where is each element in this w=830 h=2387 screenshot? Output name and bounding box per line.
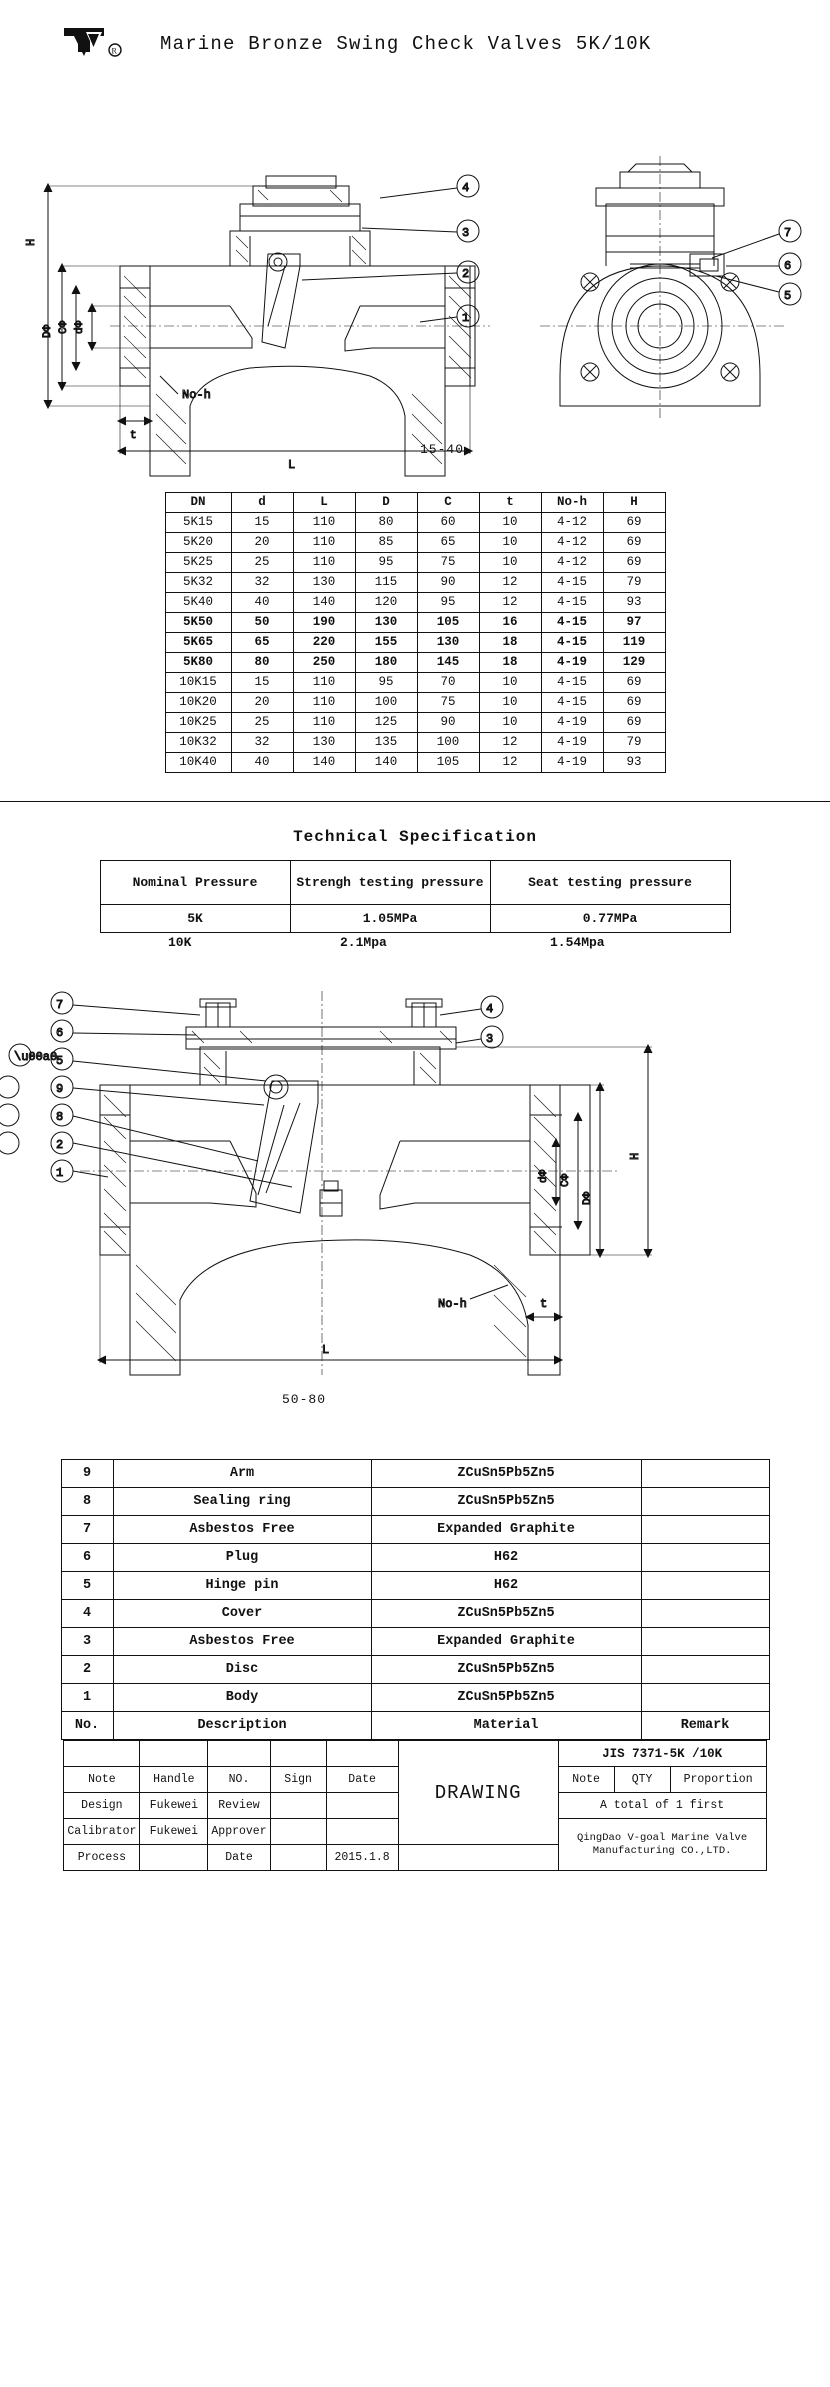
cell-remark (641, 1488, 769, 1516)
col-h: H (603, 493, 665, 513)
svg-text:6: 6 (784, 259, 792, 273)
col-dn: DN (165, 493, 231, 513)
cell-material: ZCuSn5Pb5Zn5 (371, 1600, 641, 1628)
standard-label: JIS 7371-5K /10K (558, 1741, 766, 1767)
col-date: Date (326, 1767, 398, 1793)
cell-remark (641, 1572, 769, 1600)
cell-t: 10 (479, 533, 541, 553)
cell-no: 1 (61, 1684, 113, 1712)
cell-d: 15 (231, 513, 293, 533)
cell-noh: 4-19 (541, 653, 603, 673)
cell-h: 129 (603, 653, 665, 673)
col-description: Description (113, 1712, 371, 1740)
col-handle: Handle (140, 1767, 208, 1793)
svg-text:4: 4 (462, 181, 470, 195)
cell-noh: 4-15 (541, 693, 603, 713)
cell-h: 93 (603, 593, 665, 613)
row-sign-design (270, 1793, 326, 1819)
svg-text:DΦ: DΦ (582, 1191, 594, 1205)
cell-description: Plug (113, 1544, 371, 1572)
cell-c: 105 (417, 753, 479, 773)
cell-d: 25 (231, 553, 293, 573)
cell-dcap: 100 (355, 693, 417, 713)
cell-dcap: 155 (355, 633, 417, 653)
cell-material: ZCuSn5Pb5Zn5 (371, 1488, 641, 1516)
cell-noh: 4-19 (541, 733, 603, 753)
title-block-wrapper (0, 1740, 830, 1871)
cell-no: 8 (61, 1488, 113, 1516)
cell-dn: 5K50 (165, 613, 231, 633)
cell-no: 4 (61, 1600, 113, 1628)
blank-cell (398, 1845, 558, 1871)
table-row (61, 1488, 769, 1516)
cell-seat-5k: 0.77MPa (490, 905, 730, 933)
col-l: L (293, 493, 355, 513)
sheet-header (0, 0, 830, 76)
cell-l: 140 (293, 593, 355, 613)
cell-l: 110 (293, 713, 355, 733)
col-seat-testing-pressure: Seat testing pressure (490, 861, 730, 905)
blank-cell (270, 1741, 326, 1767)
cell-material: H62 (371, 1572, 641, 1600)
cell-d: 20 (231, 533, 293, 553)
cell-c: 75 (417, 693, 479, 713)
cell-c: 145 (417, 653, 479, 673)
cell-h: 69 (603, 513, 665, 533)
cell-dcap: 115 (355, 573, 417, 593)
cell-dn: 10K40 (165, 753, 231, 773)
title-block-blank-row (64, 1741, 766, 1767)
cell-dcap: 130 (355, 613, 417, 633)
dimension-table (165, 492, 666, 773)
cell-h: 119 (603, 633, 665, 653)
cell-t: 12 (479, 573, 541, 593)
page-title: Marine Bronze Swing Check Valves 5K/10K (160, 33, 652, 55)
cell-material: Expanded Graphite (371, 1516, 641, 1544)
cell-c: 90 (417, 573, 479, 593)
cell-description: Body (113, 1684, 371, 1712)
table-row (165, 513, 665, 533)
col-c: C (417, 493, 479, 513)
cell-description: Asbestos Free (113, 1628, 371, 1656)
cell-dcap: 95 (355, 553, 417, 573)
cell-noh: 4-15 (541, 673, 603, 693)
company-logo-icon (60, 22, 132, 66)
cell-noh: 4-15 (541, 633, 603, 653)
svg-text:7: 7 (56, 998, 64, 1012)
title-block (63, 1740, 766, 1871)
col-no: NO. (208, 1767, 270, 1793)
table-row (61, 1572, 769, 1600)
cell-d: 40 (231, 753, 293, 773)
col-no: No. (61, 1712, 113, 1740)
svg-text:H: H (24, 238, 38, 246)
row-date-calibrator (326, 1819, 398, 1845)
svg-text:5: 5 (784, 289, 792, 303)
cell-h: 69 (603, 553, 665, 573)
cell-material: ZCuSn5Pb5Zn5 (371, 1684, 641, 1712)
cell-description: Sealing ring (113, 1488, 371, 1516)
table-header-row (165, 493, 665, 513)
row-sign-process (270, 1845, 326, 1871)
cell-seat-10k: 1.54Mpa (550, 935, 605, 950)
cell-c: 70 (417, 673, 479, 693)
cell-h: 69 (603, 693, 665, 713)
cell-material: H62 (371, 1544, 641, 1572)
cell-d: 25 (231, 713, 293, 733)
table-row (165, 713, 665, 733)
drawing-15-40 (0, 76, 830, 486)
bottom-spacer (0, 1871, 830, 1911)
tech-spec-table (100, 860, 731, 933)
col-proportion: Proportion (670, 1767, 766, 1793)
table-row (61, 1684, 769, 1712)
cell-c: 130 (417, 633, 479, 653)
row-role-process: Date (208, 1845, 270, 1871)
cell-material: ZCuSn5Pb5Zn5 (371, 1656, 641, 1684)
cell-t: 12 (479, 753, 541, 773)
cell-remark (641, 1516, 769, 1544)
svg-text:8: 8 (56, 1110, 64, 1124)
table-row (165, 693, 665, 713)
table-row (100, 905, 730, 933)
cell-remark (641, 1628, 769, 1656)
cell-dcap: 85 (355, 533, 417, 553)
cell-dn: 5K32 (165, 573, 231, 593)
row-date-design (326, 1793, 398, 1819)
cell-noh: 4-15 (541, 593, 603, 613)
cell-h: 69 (603, 533, 665, 553)
row-role-design: Review (208, 1793, 270, 1819)
cell-l: 110 (293, 513, 355, 533)
blank-cell (208, 1741, 270, 1767)
svg-text:CΦ: CΦ (560, 1173, 572, 1187)
col-noh: No-h (541, 493, 603, 513)
table-row (61, 1628, 769, 1656)
cell-l: 130 (293, 733, 355, 753)
cell-c: 65 (417, 533, 479, 553)
svg-text:L: L (288, 458, 296, 472)
cell-dcap: 125 (355, 713, 417, 733)
table-row (165, 653, 665, 673)
cell-c: 75 (417, 553, 479, 573)
row-name-process (140, 1845, 208, 1871)
cell-dn: 10K25 (165, 713, 231, 733)
svg-text:t: t (540, 1297, 548, 1311)
cell-l: 110 (293, 693, 355, 713)
svg-text:5: 5 (56, 1054, 64, 1068)
cell-h: 79 (603, 573, 665, 593)
row-sign-calibrator (270, 1819, 326, 1845)
cell-remark (641, 1600, 769, 1628)
cell-t: 10 (479, 513, 541, 533)
cell-t: 12 (479, 593, 541, 613)
cell-dcap: 80 (355, 513, 417, 533)
cell-c: 95 (417, 593, 479, 613)
cell-remark (641, 1460, 769, 1488)
svg-text:CΦ: CΦ (58, 320, 70, 334)
table-row (165, 753, 665, 773)
cell-remark (641, 1656, 769, 1684)
cell-l: 110 (293, 553, 355, 573)
blank-cell (64, 1741, 140, 1767)
col-t: t (479, 493, 541, 513)
cell-dcap: 95 (355, 673, 417, 693)
svg-text:No-h: No-h (182, 388, 211, 402)
cell-noh: 4-12 (541, 553, 603, 573)
cell-nominal-pressure-5k: 5K (100, 905, 290, 933)
cell-no: 9 (61, 1460, 113, 1488)
cell-c: 105 (417, 613, 479, 633)
col-note: Note (64, 1767, 140, 1793)
row-label-process: Process (64, 1845, 140, 1871)
row-label-calibrator: Calibrator (64, 1819, 140, 1845)
svg-text:H: H (628, 1152, 642, 1160)
cell-d: 32 (231, 573, 293, 593)
cell-c: 90 (417, 713, 479, 733)
col-material: Material (371, 1712, 641, 1740)
drawing-50-80 (0, 955, 830, 1455)
cell-d: 15 (231, 673, 293, 693)
company-name: QingDao V-goal Marine Valve Manufacturing CO.,LTD. (558, 1819, 766, 1871)
cell-d: 20 (231, 693, 293, 713)
cell-dn: 10K32 (165, 733, 231, 753)
cell-remark (641, 1684, 769, 1712)
cell-h: 79 (603, 733, 665, 753)
table-row (165, 573, 665, 593)
cell-remark (641, 1544, 769, 1572)
cell-strength-5k: 1.05MPa (290, 905, 490, 933)
cell-dn: 5K15 (165, 513, 231, 533)
svg-text:9: 9 (56, 1082, 64, 1096)
cell-t: 10 (479, 693, 541, 713)
svg-text:4: 4 (486, 1002, 494, 1016)
cell-d: 40 (231, 593, 293, 613)
cell-d: 32 (231, 733, 293, 753)
cell-dn: 5K40 (165, 593, 231, 613)
table-row (165, 553, 665, 573)
svg-text:2: 2 (56, 1138, 64, 1152)
row-role-calibrator: Approver (208, 1819, 270, 1845)
svg-text:L: L (322, 1343, 330, 1357)
table-header-row (100, 861, 730, 905)
row-name-calibrator: Fukewei (140, 1819, 208, 1845)
cell-t: 18 (479, 633, 541, 653)
cell-l: 130 (293, 573, 355, 593)
cell-material: Expanded Graphite (371, 1628, 641, 1656)
cell-dcap: 135 (355, 733, 417, 753)
cell-description: Hinge pin (113, 1572, 371, 1600)
cell-noh: 4-15 (541, 573, 603, 593)
table-row (165, 733, 665, 753)
drawing1-caption: 15-40 (420, 442, 465, 457)
table-row (61, 1544, 769, 1572)
cell-h: 69 (603, 673, 665, 693)
blank-cell (326, 1741, 398, 1767)
svg-text:50-80: 50-80 (282, 1392, 327, 1407)
cell-t: 16 (479, 613, 541, 633)
table-row (61, 1656, 769, 1684)
tech-spec-title: Technical Specification (293, 828, 537, 846)
table-header-row (61, 1712, 769, 1740)
tech-spec-table-wrapper (0, 860, 830, 933)
cell-c: 100 (417, 733, 479, 753)
svg-text:dΦ: dΦ (74, 320, 86, 334)
cell-h: 69 (603, 713, 665, 733)
cell-c: 60 (417, 513, 479, 533)
cell-description: Arm (113, 1460, 371, 1488)
dimension-table-wrapper (0, 492, 830, 773)
col-d: d (231, 493, 293, 513)
cell-dn: 5K65 (165, 633, 231, 653)
cell-description: Cover (113, 1600, 371, 1628)
cell-dn: 10K15 (165, 673, 231, 693)
svg-text:DΦ: DΦ (42, 324, 54, 338)
cell-t: 10 (479, 673, 541, 693)
cell-h: 97 (603, 613, 665, 633)
cell-l: 190 (293, 613, 355, 633)
cell-dcap: 140 (355, 753, 417, 773)
table-row (165, 673, 665, 693)
cell-description: Asbestos Free (113, 1516, 371, 1544)
cell-t: 10 (479, 713, 541, 733)
cell-t: 18 (479, 653, 541, 673)
cell-no: 5 (61, 1572, 113, 1600)
table-row (61, 1460, 769, 1488)
cell-noh: 4-15 (541, 613, 603, 633)
parts-table (61, 1459, 770, 1740)
col-qty: QTY (614, 1767, 670, 1793)
svg-text:\u00a0: \u00a0 (14, 1050, 58, 1064)
cell-l: 220 (293, 633, 355, 653)
cell-h: 93 (603, 753, 665, 773)
table-row (165, 633, 665, 653)
row-name-design: Fukewei (140, 1793, 208, 1819)
col-nominal-pressure: Nominal Pressure (100, 861, 290, 905)
cell-dcap: 120 (355, 593, 417, 613)
cell-strength-10k: 2.1Mpa (340, 935, 387, 950)
drawing-label: DRAWING (398, 1741, 558, 1845)
svg-text:3: 3 (462, 226, 470, 240)
cell-material: ZCuSn5Pb5Zn5 (371, 1460, 641, 1488)
table-row (165, 593, 665, 613)
cell-noh: 4-19 (541, 713, 603, 733)
row-label-design: Design (64, 1793, 140, 1819)
tech-spec-row-10k (100, 935, 730, 955)
table-row (165, 613, 665, 633)
col-sign: Sign (270, 1767, 326, 1793)
svg-text:7: 7 (784, 226, 792, 240)
svg-text:3: 3 (486, 1032, 494, 1046)
svg-text:t: t (130, 430, 137, 442)
svg-text:dΦ: dΦ (538, 1169, 550, 1183)
svg-text:R: R (111, 46, 117, 56)
table-row (61, 1600, 769, 1628)
cell-t: 10 (479, 553, 541, 573)
cell-dcap: 180 (355, 653, 417, 673)
col-strength-testing-pressure: Strengh testing pressure (290, 861, 490, 905)
cell-no: 7 (61, 1516, 113, 1544)
cell-noh: 4-12 (541, 533, 603, 553)
parts-table-wrapper (0, 1459, 830, 1740)
cell-dn: 10K20 (165, 693, 231, 713)
cell-no: 2 (61, 1656, 113, 1684)
svg-text:No-h: No-h (438, 1297, 467, 1311)
cell-d: 65 (231, 633, 293, 653)
cell-no: 6 (61, 1544, 113, 1572)
blank-cell (140, 1741, 208, 1767)
cell-l: 110 (293, 673, 355, 693)
cell-dn: 5K80 (165, 653, 231, 673)
cell-l: 250 (293, 653, 355, 673)
cell-l: 140 (293, 753, 355, 773)
total-text: A total of 1 first (558, 1793, 766, 1819)
cell-t: 12 (479, 733, 541, 753)
table-row (61, 1516, 769, 1544)
col-dcap: D (355, 493, 417, 513)
col-right-note: Note (558, 1767, 614, 1793)
cell-l: 110 (293, 533, 355, 553)
svg-text:1: 1 (56, 1166, 64, 1180)
section-divider (0, 801, 830, 802)
cell-noh: 4-19 (541, 753, 603, 773)
row-date-process: 2015.1.8 (326, 1845, 398, 1871)
cell-nominal-pressure-10k: 10K (168, 935, 192, 950)
cell-noh: 4-12 (541, 513, 603, 533)
cell-dn: 5K20 (165, 533, 231, 553)
cell-d: 50 (231, 613, 293, 633)
col-remark: Remark (641, 1712, 769, 1740)
cell-d: 80 (231, 653, 293, 673)
svg-text:2: 2 (462, 267, 470, 281)
cell-no: 3 (61, 1628, 113, 1656)
table-row (165, 533, 665, 553)
cell-description: Disc (113, 1656, 371, 1684)
cell-dn: 5K25 (165, 553, 231, 573)
svg-text:6: 6 (56, 1026, 64, 1040)
svg-text:1: 1 (462, 311, 470, 325)
